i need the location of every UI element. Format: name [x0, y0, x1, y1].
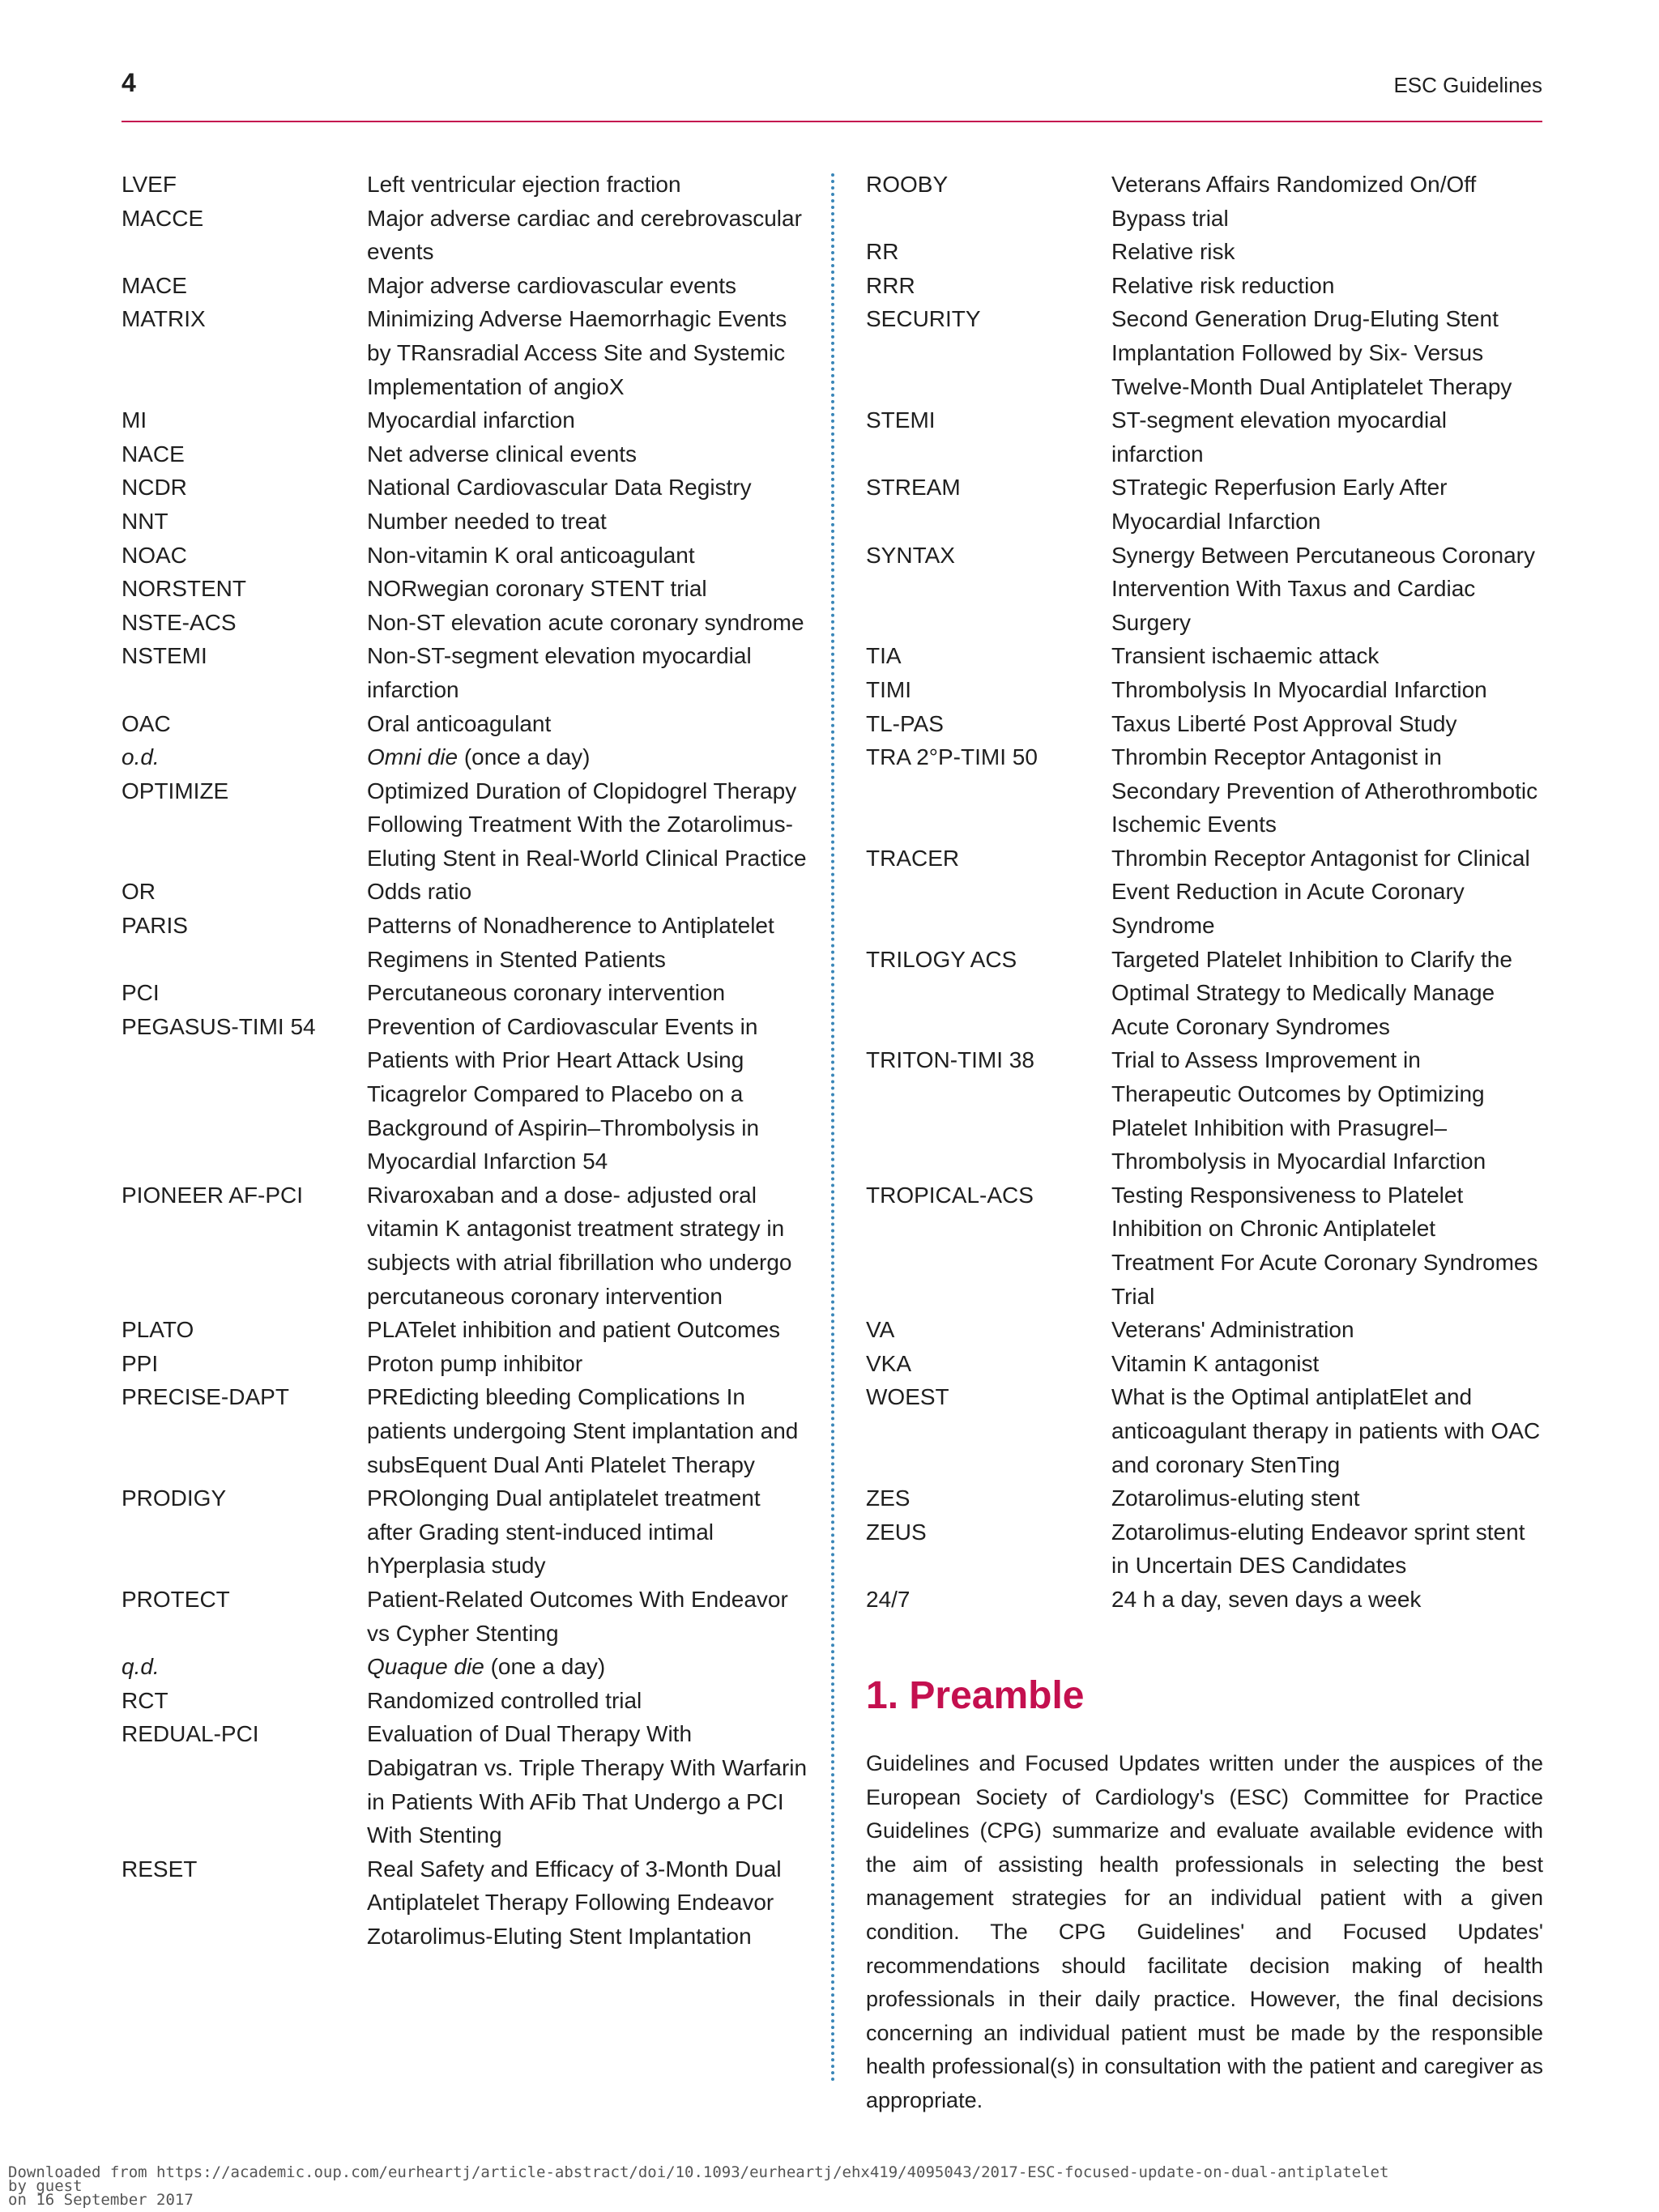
definition-text: Major adverse cardiac and cerebrovascular events — [367, 205, 802, 265]
abbreviation-definition — [1111, 403, 1543, 471]
abbreviation-term: RESET — [122, 1856, 198, 1882]
abbreviation-definition — [1111, 235, 1543, 269]
abbreviation-term: OPTIMIZE — [122, 778, 229, 803]
abbreviation-row — [122, 740, 808, 774]
abbreviation-definition — [1111, 1515, 1543, 1583]
abbreviation-row — [122, 471, 808, 505]
abbreviation-definition — [1111, 1380, 1543, 1481]
definition-text: Proton pump inhibitor — [367, 1350, 583, 1376]
abbreviation-definition — [367, 1684, 808, 1718]
abbreviation-row — [866, 1347, 1543, 1381]
abbreviation-row — [122, 707, 808, 741]
abbreviation-term: SYNTAX — [866, 542, 955, 568]
page-number: 4 — [122, 68, 136, 97]
definition-text: Randomized controlled trial — [367, 1687, 642, 1713]
abbreviation-definition — [367, 639, 808, 706]
abbreviation-term: REDUAL-PCI — [122, 1721, 259, 1747]
abbreviation-definition — [367, 976, 808, 1010]
definition-text: Zotarolimus-eluting Endeavor sprint stent in Uncertain DES Candidates — [1111, 1519, 1525, 1579]
abbreviation-definition — [367, 1481, 808, 1583]
column-divider — [831, 173, 834, 2083]
abbreviation-definition — [1111, 168, 1543, 235]
definition-text: Thrombolysis In Myocardial Infarction — [1111, 676, 1487, 702]
abbreviation-term: PRECISE-DAPT — [122, 1384, 289, 1410]
definition-text: Evaluation of Dual Therapy With Dabigatran vs. Triple Therapy With Warfarin in Patients With AFib That Undergo a PCI With Stenting — [367, 1721, 808, 1848]
abbreviation-definition — [1111, 471, 1543, 538]
abbreviation-term: PRODIGY — [122, 1485, 227, 1511]
abbreviation-definition — [367, 1380, 808, 1481]
abbreviation-definition — [1111, 740, 1543, 842]
abbreviation-term: PCI — [122, 980, 160, 1006]
abbreviation-definition — [1111, 639, 1543, 673]
abbreviation-row — [122, 539, 808, 573]
definition-text: Testing Responsiveness to Platelet Inhibition on Chronic Antiplatelet Treatment For Acute Coronary Syndromes Trial — [1111, 1182, 1538, 1309]
abbreviation-row — [122, 168, 808, 202]
definition-text: Synergy Between Percutaneous Coronary Intervention With Taxus and Cardiac Surgery — [1111, 542, 1535, 635]
definition-suffix: (once a day) — [458, 744, 591, 770]
abbreviation-definition — [367, 1313, 808, 1347]
abbreviation-term: RR — [866, 239, 899, 265]
abbreviation-definition — [367, 1852, 808, 1954]
abbreviation-row — [122, 572, 808, 606]
abbreviation-definition — [367, 202, 808, 269]
abbreviation-definition — [367, 707, 808, 741]
abbreviation-term: LVEF — [122, 172, 177, 197]
abbreviation-term: MI — [122, 407, 147, 433]
abbreviation-term: NORSTENT — [122, 576, 246, 602]
abbreviation-row — [122, 1178, 808, 1313]
abbreviation-row — [122, 1583, 808, 1650]
abbreviation-definition — [1111, 539, 1543, 640]
abbreviation-definition — [1111, 1043, 1543, 1178]
abbreviation-definition — [367, 437, 808, 471]
abbreviation-term: NCDR — [122, 475, 187, 501]
abbreviation-definition — [1111, 1481, 1543, 1515]
abbreviation-term: RCT — [122, 1687, 168, 1713]
abbreviation-term: PARIS — [122, 913, 188, 939]
abbreviation-term: STEMI — [866, 407, 936, 433]
definition-text: NORwegian coronary STENT trial — [367, 576, 707, 602]
definition-text: Net adverse clinical events — [367, 441, 638, 467]
preamble-paragraph: Guidelines and Focused Updates written under the auspices of the European Society of Cardiology's (ESC) Committee for Practice Guidelines (CPG) summarize and evaluate available evidence with the aim of assisting health professionals in selecting the best management strategies for an individual patient with a given condition. The CPG Guidelines' and Focused Updates' recommendations should facilitate decision making of health professionals in their daily practice. However, the final decisions concerning an individual patient must be made by the responsible health professional(s) in consultation with the patient and caregiver as appropriate. — [866, 1751, 1543, 2112]
definition-text: PLATelet inhibition and patient Outcomes — [367, 1317, 781, 1343]
abbreviation-list-right — [866, 168, 1543, 1617]
definition-text: Percutaneous coronary intervention — [367, 980, 726, 1006]
abbreviation-row — [122, 1650, 808, 1684]
definition-text: Non-vitamin K oral anticoagulant — [367, 542, 695, 568]
definition-text: PROlonging Dual antiplatelet treatment after Grading stent-induced intimal hYperplasia study — [367, 1485, 761, 1579]
definition-text: Real Safety and Efficacy of 3-Month Dual Antiplatelet Therapy Following Endeavor Zotarolimus-Eluting Stent Implantation — [367, 1856, 782, 1949]
definition-text: Zotarolimus-eluting stent — [1111, 1485, 1360, 1511]
definition-text: Odds ratio — [367, 879, 472, 905]
abbreviation-definition — [1111, 1313, 1543, 1347]
definition-text: Taxus Liberté Post Approval Study — [1111, 710, 1457, 736]
abbreviation-term: q.d. — [122, 1654, 160, 1680]
abbreviation-term: TRITON-TIMI 38 — [866, 1047, 1034, 1073]
abbreviation-term: TRA 2°P-TIMI 50 — [866, 744, 1038, 770]
abbreviation-row — [866, 1515, 1543, 1583]
abbreviation-term: MATRIX — [122, 306, 206, 332]
abbreviation-row — [122, 639, 808, 706]
abbreviation-definition — [367, 168, 808, 202]
abbreviation-term: NOAC — [122, 542, 187, 568]
abbreviation-term: RRR — [866, 272, 915, 298]
abbreviation-definition — [1111, 269, 1543, 303]
abbreviation-term: TRILOGY ACS — [866, 946, 1017, 972]
abbreviation-row — [866, 539, 1543, 640]
abbreviation-term: NACE — [122, 441, 185, 467]
definition-text: Optimized Duration of Clopidogrel Therapy Following Treatment With the Zotarolimus-Eluting Stent in Real-World Clinical Practice — [367, 778, 807, 871]
definition-text: ST-segment elevation myocardial infarction — [1111, 407, 1447, 467]
abbreviation-definition — [367, 875, 808, 909]
abbreviation-row — [866, 1178, 1543, 1313]
abbreviation-definition — [367, 572, 808, 606]
abbreviation-row — [122, 606, 808, 640]
section-heading: 1. Preamble — [866, 1674, 1085, 1717]
abbreviation-definition — [367, 1717, 808, 1852]
abbreviation-row — [122, 774, 808, 876]
abbreviation-definition — [367, 505, 808, 539]
abbreviation-term: TRACER — [866, 845, 960, 871]
abbreviation-term: o.d. — [122, 744, 160, 770]
abbreviation-definition — [1111, 1178, 1543, 1313]
abbreviation-term: TROPICAL-ACS — [866, 1182, 1034, 1208]
abbreviation-row — [122, 269, 808, 303]
abbreviation-row — [866, 471, 1543, 538]
abbreviation-definition — [1111, 1347, 1543, 1381]
definition-text: Rivaroxaban and a dose- adjusted oral vitamin K antagonist treatment strategy in subjects with atrial fibrillation who undergo percutaneous coronary intervention — [367, 1182, 792, 1309]
definition-text: Oral anticoagulant — [367, 710, 552, 736]
definition-text: Patient-Related Outcomes With Endeavor vs Cypher Stenting — [367, 1586, 788, 1646]
abbreviation-definition — [1111, 673, 1543, 707]
abbreviation-row — [866, 707, 1543, 741]
abbreviation-row — [122, 1313, 808, 1347]
abbreviation-definition — [367, 403, 808, 437]
abbreviation-row — [122, 505, 808, 539]
abbreviation-term: OR — [122, 879, 156, 905]
abbreviation-definition — [367, 1178, 808, 1313]
abbreviation-term: PIONEER AF-PCI — [122, 1182, 304, 1208]
definition-text: Relative risk reduction — [1111, 272, 1335, 298]
abbreviation-row — [122, 875, 808, 909]
abbreviation-row — [122, 1481, 808, 1583]
abbreviation-term: PROTECT — [122, 1586, 230, 1612]
abbreviation-definition — [367, 269, 808, 303]
definition-text: Trial to Assess Improvement in Therapeutic Outcomes by Optimizing Platelet Inhibition with Prasugrel–Thrombolysis in Myocardial Infarction — [1111, 1047, 1486, 1174]
abbreviation-row — [122, 302, 808, 403]
abbreviation-term: TL-PAS — [866, 710, 944, 736]
abbreviation-row — [866, 1481, 1543, 1515]
abbreviation-row — [122, 437, 808, 471]
definition-text: Targeted Platelet Inhibition to Clarify the Optimal Strategy to Medically Manage Acute Coronary Syndromes — [1111, 946, 1512, 1039]
abbreviation-term: OAC — [122, 710, 171, 736]
abbreviation-definition — [367, 774, 808, 876]
abbreviation-term: 24/7 — [866, 1586, 911, 1612]
abbreviation-term: VA — [866, 1317, 895, 1343]
abbreviation-definition — [367, 909, 808, 976]
definition-text: Left ventricular ejection fraction — [367, 172, 681, 197]
download-note: Downloaded from https://academic.oup.com/eurheartj/article-abstract/doi/10.1093/eurheartj/ehx419/4095043/2017-ESC-focused-update-on-dual-antiplatelet by guest on 16 September 2017 — [8, 2163, 1389, 2209]
abbreviation-row — [122, 1717, 808, 1852]
definition-suffix: (one a day) — [484, 1654, 606, 1680]
abbreviation-row — [866, 1313, 1543, 1347]
abbreviation-row — [866, 1583, 1543, 1617]
abbreviation-row — [866, 1380, 1543, 1481]
abbreviation-row — [122, 909, 808, 976]
definition-text: Thrombin Receptor Antagonist for Clinical Event Reduction in Acute Coronary Syndrome — [1111, 845, 1530, 939]
abbreviation-list-left — [122, 168, 808, 1953]
definition-text: Veterans' Administration — [1111, 1317, 1354, 1343]
abbreviation-definition — [367, 1583, 808, 1650]
abbreviation-term: WOEST — [866, 1384, 949, 1410]
abbreviation-term: NSTEMI — [122, 643, 207, 669]
abbreviation-row — [122, 202, 808, 269]
abbreviation-row — [122, 1684, 808, 1718]
abbreviation-definition — [367, 606, 808, 640]
abbreviation-definition — [367, 471, 808, 505]
abbreviation-definition — [367, 302, 808, 403]
abbreviation-term: MACCE — [122, 205, 204, 231]
header-rule — [122, 121, 1542, 122]
abbreviation-term: TIA — [866, 643, 902, 669]
abbreviation-row — [866, 235, 1543, 269]
abbreviation-row — [866, 168, 1543, 235]
definition-text: Second Generation Drug-Eluting Stent Implantation Followed by Six- Versus Twelve-Month Dual Antiplatelet Therapy — [1111, 306, 1512, 399]
abbreviation-term: STREAM — [866, 475, 961, 501]
abbreviation-term: PEGASUS-TIMI 54 — [122, 1013, 316, 1039]
abbreviation-row — [866, 269, 1543, 303]
definition-text: Quaque die — [367, 1654, 484, 1680]
abbreviation-definition — [1111, 842, 1543, 943]
definition-text: 24 h a day, seven days a week — [1111, 1586, 1422, 1612]
abbreviation-row — [866, 943, 1543, 1044]
abbreviation-row — [122, 976, 808, 1010]
definition-text: PREdicting bleeding Complications In patients undergoing Stent implantation and subsEquent Dual Anti Platelet Therapy — [367, 1384, 799, 1477]
definition-text: Transient ischaemic attack — [1111, 643, 1380, 669]
abbreviation-row — [122, 1852, 808, 1954]
definition-text: National Cardiovascular Data Registry — [367, 475, 752, 501]
definition-text: Vitamin K antagonist — [1111, 1350, 1320, 1376]
abbreviation-term: SECURITY — [866, 306, 981, 332]
abbreviation-row — [866, 673, 1543, 707]
abbreviation-term: ZEUS — [866, 1519, 927, 1545]
abbreviation-term: PLATO — [122, 1317, 194, 1343]
abbreviation-definition — [367, 1347, 808, 1381]
abbreviation-definition — [367, 539, 808, 573]
abbreviation-row — [866, 842, 1543, 943]
definition-text: Patterns of Nonadherence to Antiplatelet Regimens in Stented Patients — [367, 913, 774, 972]
definition-text: Prevention of Cardiovascular Events in Patients with Prior Heart Attack Using Ticagrelor Compared to Placebo on a Background of Aspirin–Thrombolysis in Myocardial Infarction 54 — [367, 1013, 760, 1174]
abbreviation-definition — [367, 740, 808, 774]
abbreviation-row — [122, 403, 808, 437]
definition-text: Number needed to treat — [367, 508, 607, 534]
abbreviation-term: TIMI — [866, 676, 911, 702]
abbreviation-row — [122, 1010, 808, 1178]
definition-text: Omni die — [367, 744, 458, 770]
definition-text: Non-ST-segment elevation myocardial infarction — [367, 643, 752, 702]
abbreviation-row — [866, 740, 1543, 842]
abbreviation-row — [866, 302, 1543, 403]
definition-text: Veterans Affairs Randomized On/Off Bypass trial — [1111, 172, 1477, 231]
running-head: ESC Guidelines — [1393, 73, 1542, 97]
abbreviation-row — [122, 1380, 808, 1481]
abbreviation-term: VKA — [866, 1350, 912, 1376]
definition-text: STrategic Reperfusion Early After Myocardial Infarction — [1111, 475, 1448, 534]
definition-text: Major adverse cardiovascular events — [367, 272, 736, 298]
definition-text: What is the Optimal antiplatElet and anticoagulant therapy in patients with OAC and coronary StenTing — [1111, 1384, 1541, 1477]
definition-text: Minimizing Adverse Haemorrhagic Events by TRansradial Access Site and Systemic Implementation of angioX — [367, 306, 787, 399]
abbreviation-term: NNT — [122, 508, 168, 534]
abbreviation-row — [866, 1043, 1543, 1178]
definition-text: Non-ST elevation acute coronary syndrome — [367, 609, 804, 635]
abbreviation-definition — [1111, 1583, 1543, 1617]
abbreviation-row — [866, 403, 1543, 471]
abbreviation-term: ZES — [866, 1485, 911, 1511]
definition-text: Thrombin Receptor Antagonist in Secondary Prevention of Atherothrombotic Ischemic Events — [1111, 744, 1538, 837]
abbreviation-term: MACE — [122, 272, 187, 298]
definition-text: Relative risk — [1111, 239, 1235, 265]
abbreviation-row — [122, 1347, 808, 1381]
abbreviation-row — [866, 639, 1543, 673]
abbreviation-definition — [367, 1650, 808, 1684]
abbreviation-definition — [1111, 943, 1543, 1044]
abbreviation-definition — [367, 1010, 808, 1178]
abbreviation-term: PPI — [122, 1350, 159, 1376]
abbreviation-term: NSTE-ACS — [122, 609, 237, 635]
abbreviation-definition — [1111, 302, 1543, 403]
abbreviation-definition — [1111, 707, 1543, 741]
abbreviation-term: ROOBY — [866, 172, 949, 197]
definition-text: Myocardial infarction — [367, 407, 575, 433]
